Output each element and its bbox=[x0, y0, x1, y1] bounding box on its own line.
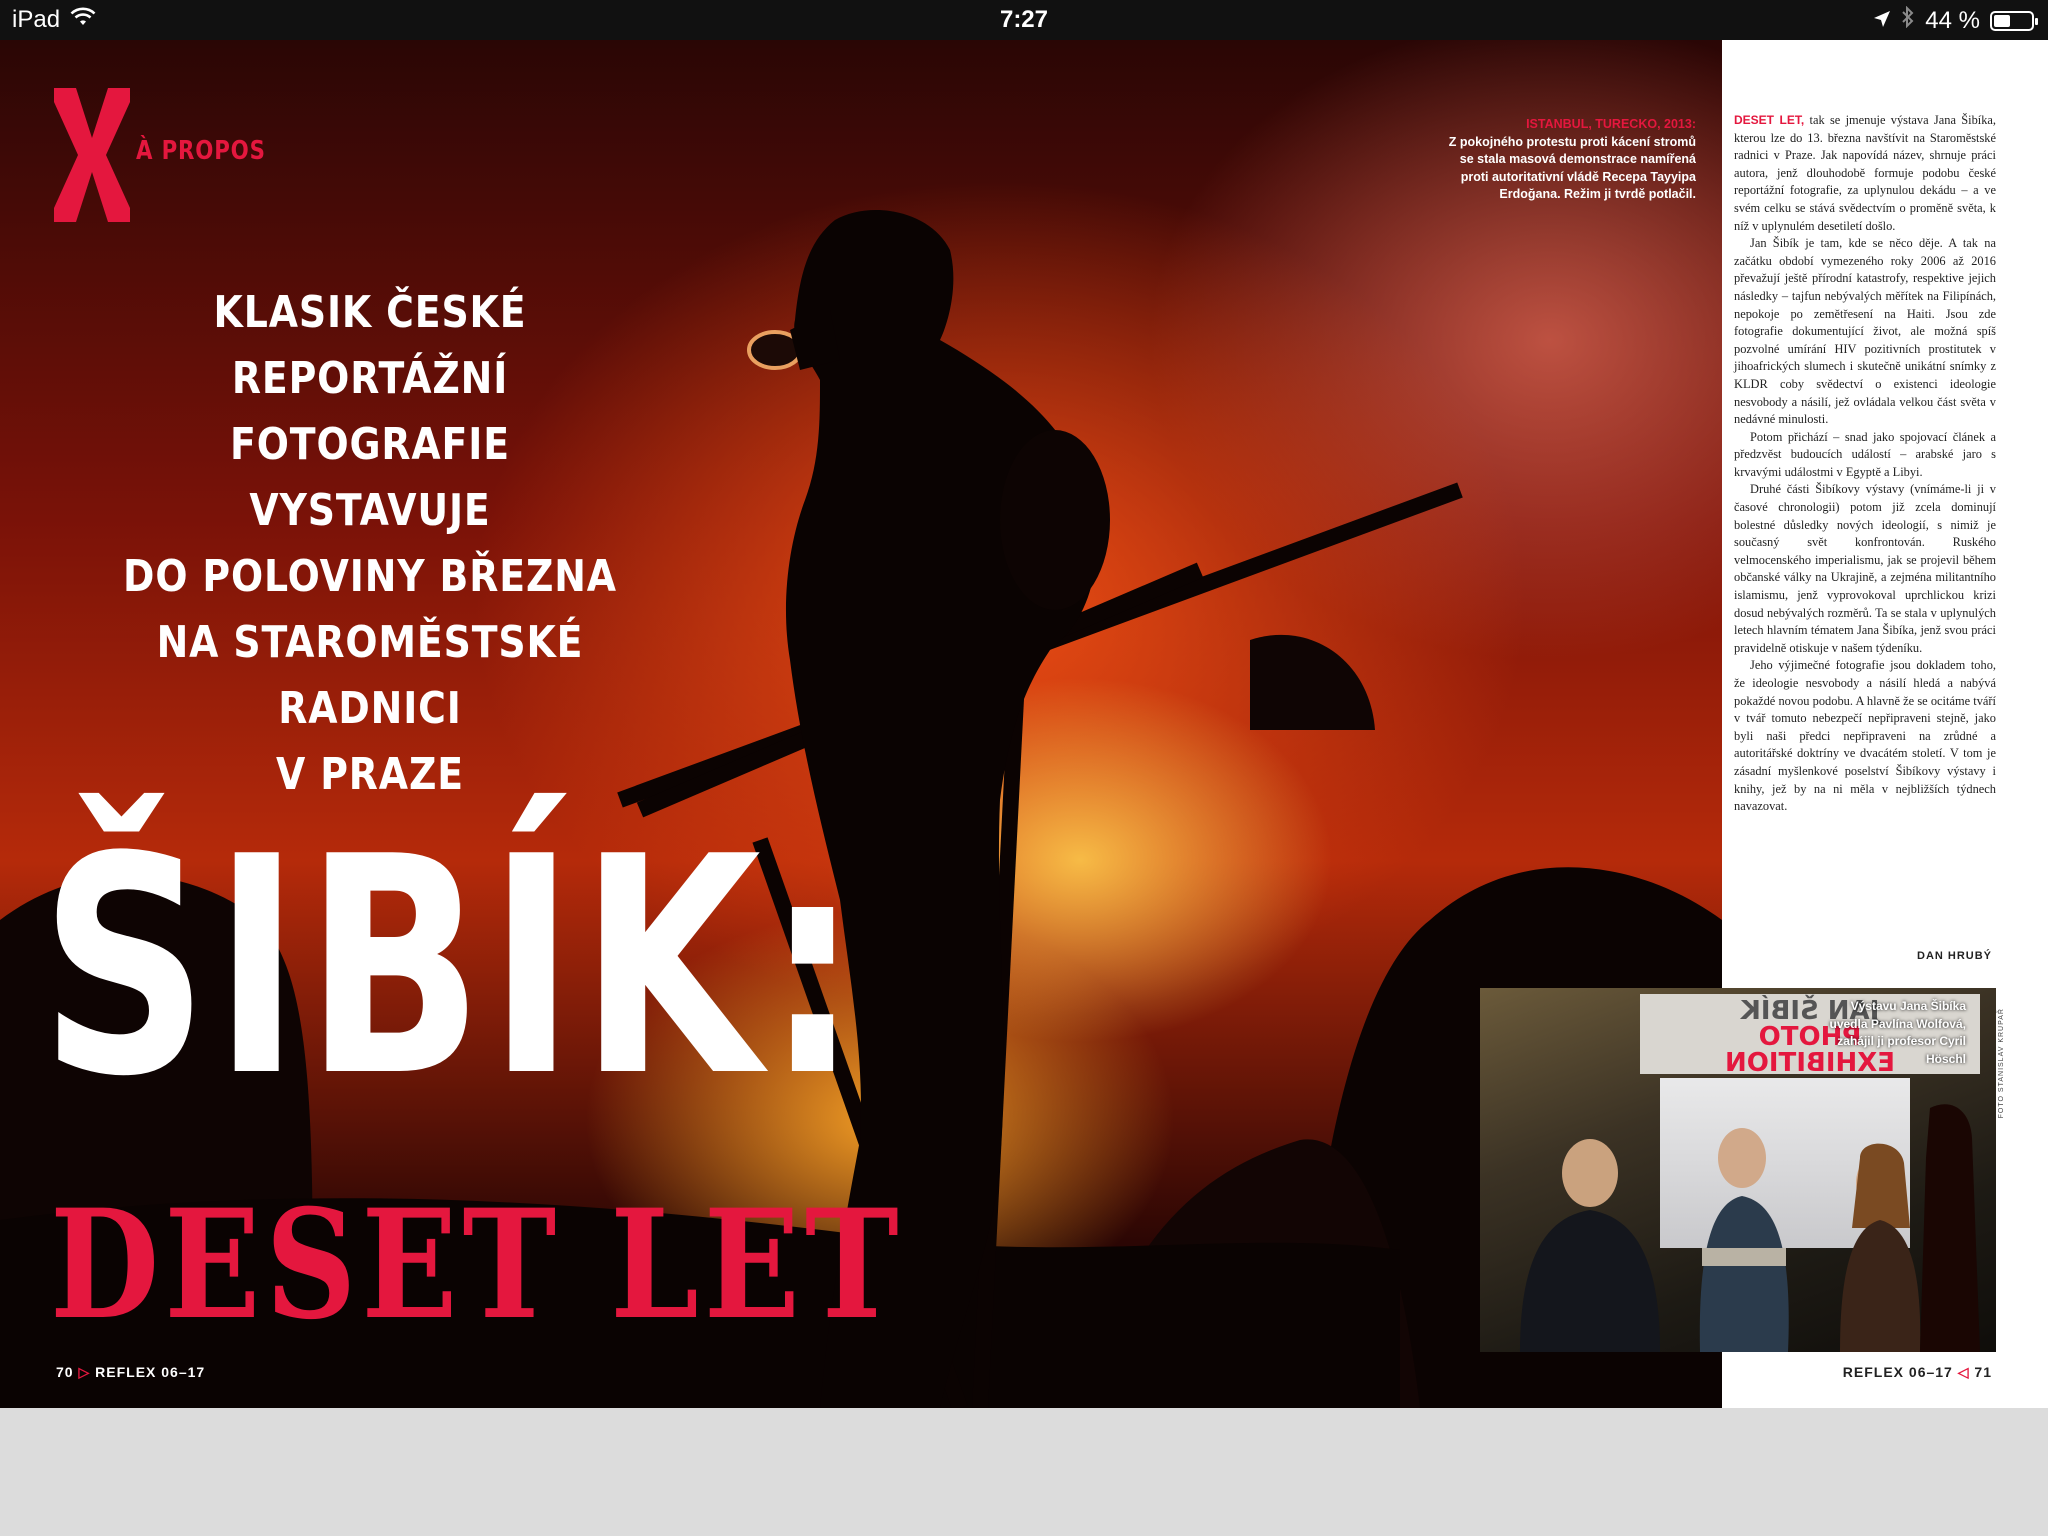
caption-text: Z pokojného protestu proti kácení stromů se stala masová demonstrace namířená proti autoritativní vládě Recepa Tayyipa Erdoğana. Režim ji tvrdě potlačil. bbox=[1448, 134, 1696, 201]
clock: 7:27 bbox=[999, 6, 1049, 33]
article-paragraph: Jeho výjimečné fotografie jsou dokladem toho, že ideologie nesvobody a násilí hledá a nabývá pokaždé novou podobu. A hlavně že se ocitáme tváří v tvář tomuto nebezpečí nepřipraveni stejně, jako byli naši předci nepřipraveni na zrůdné a autoritářské doktríny ve dvacátém století. V tom je zásadní myšlenkové poselství Šibíkovy výstavy i knihy, jež by na ni měla v nejbližších týdnech navazovat. bbox=[1734, 658, 1996, 814]
battery-icon bbox=[1990, 11, 2034, 31]
subtitle-line: DO POLOVINY BŘEZNA bbox=[123, 551, 617, 602]
magazine-spread[interactable] bbox=[0, 40, 2048, 1408]
banner-line: PHOTO bbox=[1758, 1022, 1862, 1052]
page-number: 71 bbox=[1974, 1364, 1992, 1380]
article-paragraph: Jan Šibík je tam, kde se něco děje. A tak na začátku období vymezeného roky 2006 až 2016 převažují ještě přírodní katastrofy, respektive jejich následky – tajfun nebývalých měřítek na Filipínách, nepokoje po zemětřesení na Haiti. Jsou zde fotografie dokumentující život, ale možná spíš pozvolné umírání HIV pozitivních prostitutek v jihoafrických slumech i skutečně unikátní snímky z KLDR coby svědectví o existenci ideologie nesvobody a násilí, jež ovládala velkou část světa v nedávné minulosti. bbox=[1734, 236, 1996, 427]
banner-line: JAN ŠIBÍK bbox=[1740, 996, 1880, 1026]
x-logo-icon bbox=[54, 88, 130, 222]
battery-fill bbox=[1994, 15, 2010, 27]
article-body bbox=[1734, 112, 1996, 816]
byline: DAN HRUBÝ bbox=[1917, 950, 1992, 962]
folio-left bbox=[56, 1364, 205, 1381]
banner-line: EXHIBITION bbox=[1725, 1048, 1896, 1078]
article-paragraph: Potom přichází – snad jako spojovací článek a předzvěst budoucích událostí – arabské jaro s krvavými událostmi v Egyptě a Libyi. bbox=[1734, 429, 1996, 479]
bluetooth-icon bbox=[1901, 6, 1915, 35]
status-bar bbox=[0, 0, 2048, 40]
headline-subtitle: DESET LET bbox=[50, 1177, 904, 1353]
article-lead: DESET LET, bbox=[1734, 113, 1805, 127]
folio-right bbox=[1843, 1364, 1992, 1381]
subtitle-line: KLASIK ČESKÉ REPORTÁŽNÍ bbox=[213, 287, 527, 404]
photo-credit: FOTO STANISLAV KRUPAŘ bbox=[1998, 1008, 2005, 1119]
subtitle-line: FOTOGRAFIE VYSTAVUJE bbox=[230, 419, 510, 536]
inset-photo bbox=[1480, 988, 1996, 1352]
battery-percent: 44 % bbox=[1925, 6, 1980, 34]
subtitle bbox=[103, 280, 636, 808]
article-paragraph bbox=[1734, 112, 1996, 235]
triangle-right-icon: ▷ bbox=[78, 1364, 91, 1380]
device-name: iPad bbox=[12, 6, 61, 33]
triangle-left-icon: ◁ bbox=[1957, 1364, 1970, 1380]
subtitle-line: V PRAZE bbox=[276, 749, 464, 800]
inset-caption: Výstavu Jana Šibíka uvedla Pavlína Wolfová, zahájil ji profesor Cyril Höschl bbox=[1829, 999, 1966, 1066]
photo-caption bbox=[1440, 116, 1696, 204]
article-text: tak se jmenuje výstava Jana Šibíka, kterou lze do 13. března navštívit na Staroměstské radnici v Praze. Jak napovídá název, shrnuje práci autora, jenž dlouhodobě formuje podobu české reportážní fotografie, za uplynulou dekádu – a ve svém celku se stává svědectvím o proměně světa, k níž v uplynulém desetiletí došlo. bbox=[1734, 113, 1996, 233]
subtitle-line: NA STAROMĚSTSKÉ RADNICI bbox=[156, 617, 584, 734]
section-label: À PROPOS bbox=[136, 136, 266, 166]
page-number: 70 bbox=[56, 1364, 74, 1380]
headline-title: ŠIBÍK: bbox=[40, 793, 865, 1142]
issue-label: REFLEX 06–17 bbox=[1842, 1364, 1953, 1380]
issue-label: REFLEX 06–17 bbox=[95, 1364, 206, 1380]
location-arrow-icon bbox=[1873, 7, 1891, 35]
caption-location: ISTANBUL, TURECKO, 2013: bbox=[1526, 117, 1696, 131]
article-paragraph: Druhé části Šibíkovy výstavy (vnímáme-li ji v časové chronologii) potom již zcela dominují bolestné důsledky nových ideologií, s nimiž je současný svět konfrontován. Ruského velmocenského imperialismu, jak se projevil během občanské války na Ukrajině, a zejména militantního islamismu, jenž vyprovokoval uprchlickou krizi dosud nebývalých rozměrů. Ta se stala v uplynulých letech hlavním tématem Jana Šibíka, jenž svou práci pravidelně otiskuje v našem týdeníku. bbox=[1734, 482, 1996, 655]
status-bar-right bbox=[1873, 6, 2034, 35]
cover-photo-page bbox=[0, 40, 1722, 1408]
